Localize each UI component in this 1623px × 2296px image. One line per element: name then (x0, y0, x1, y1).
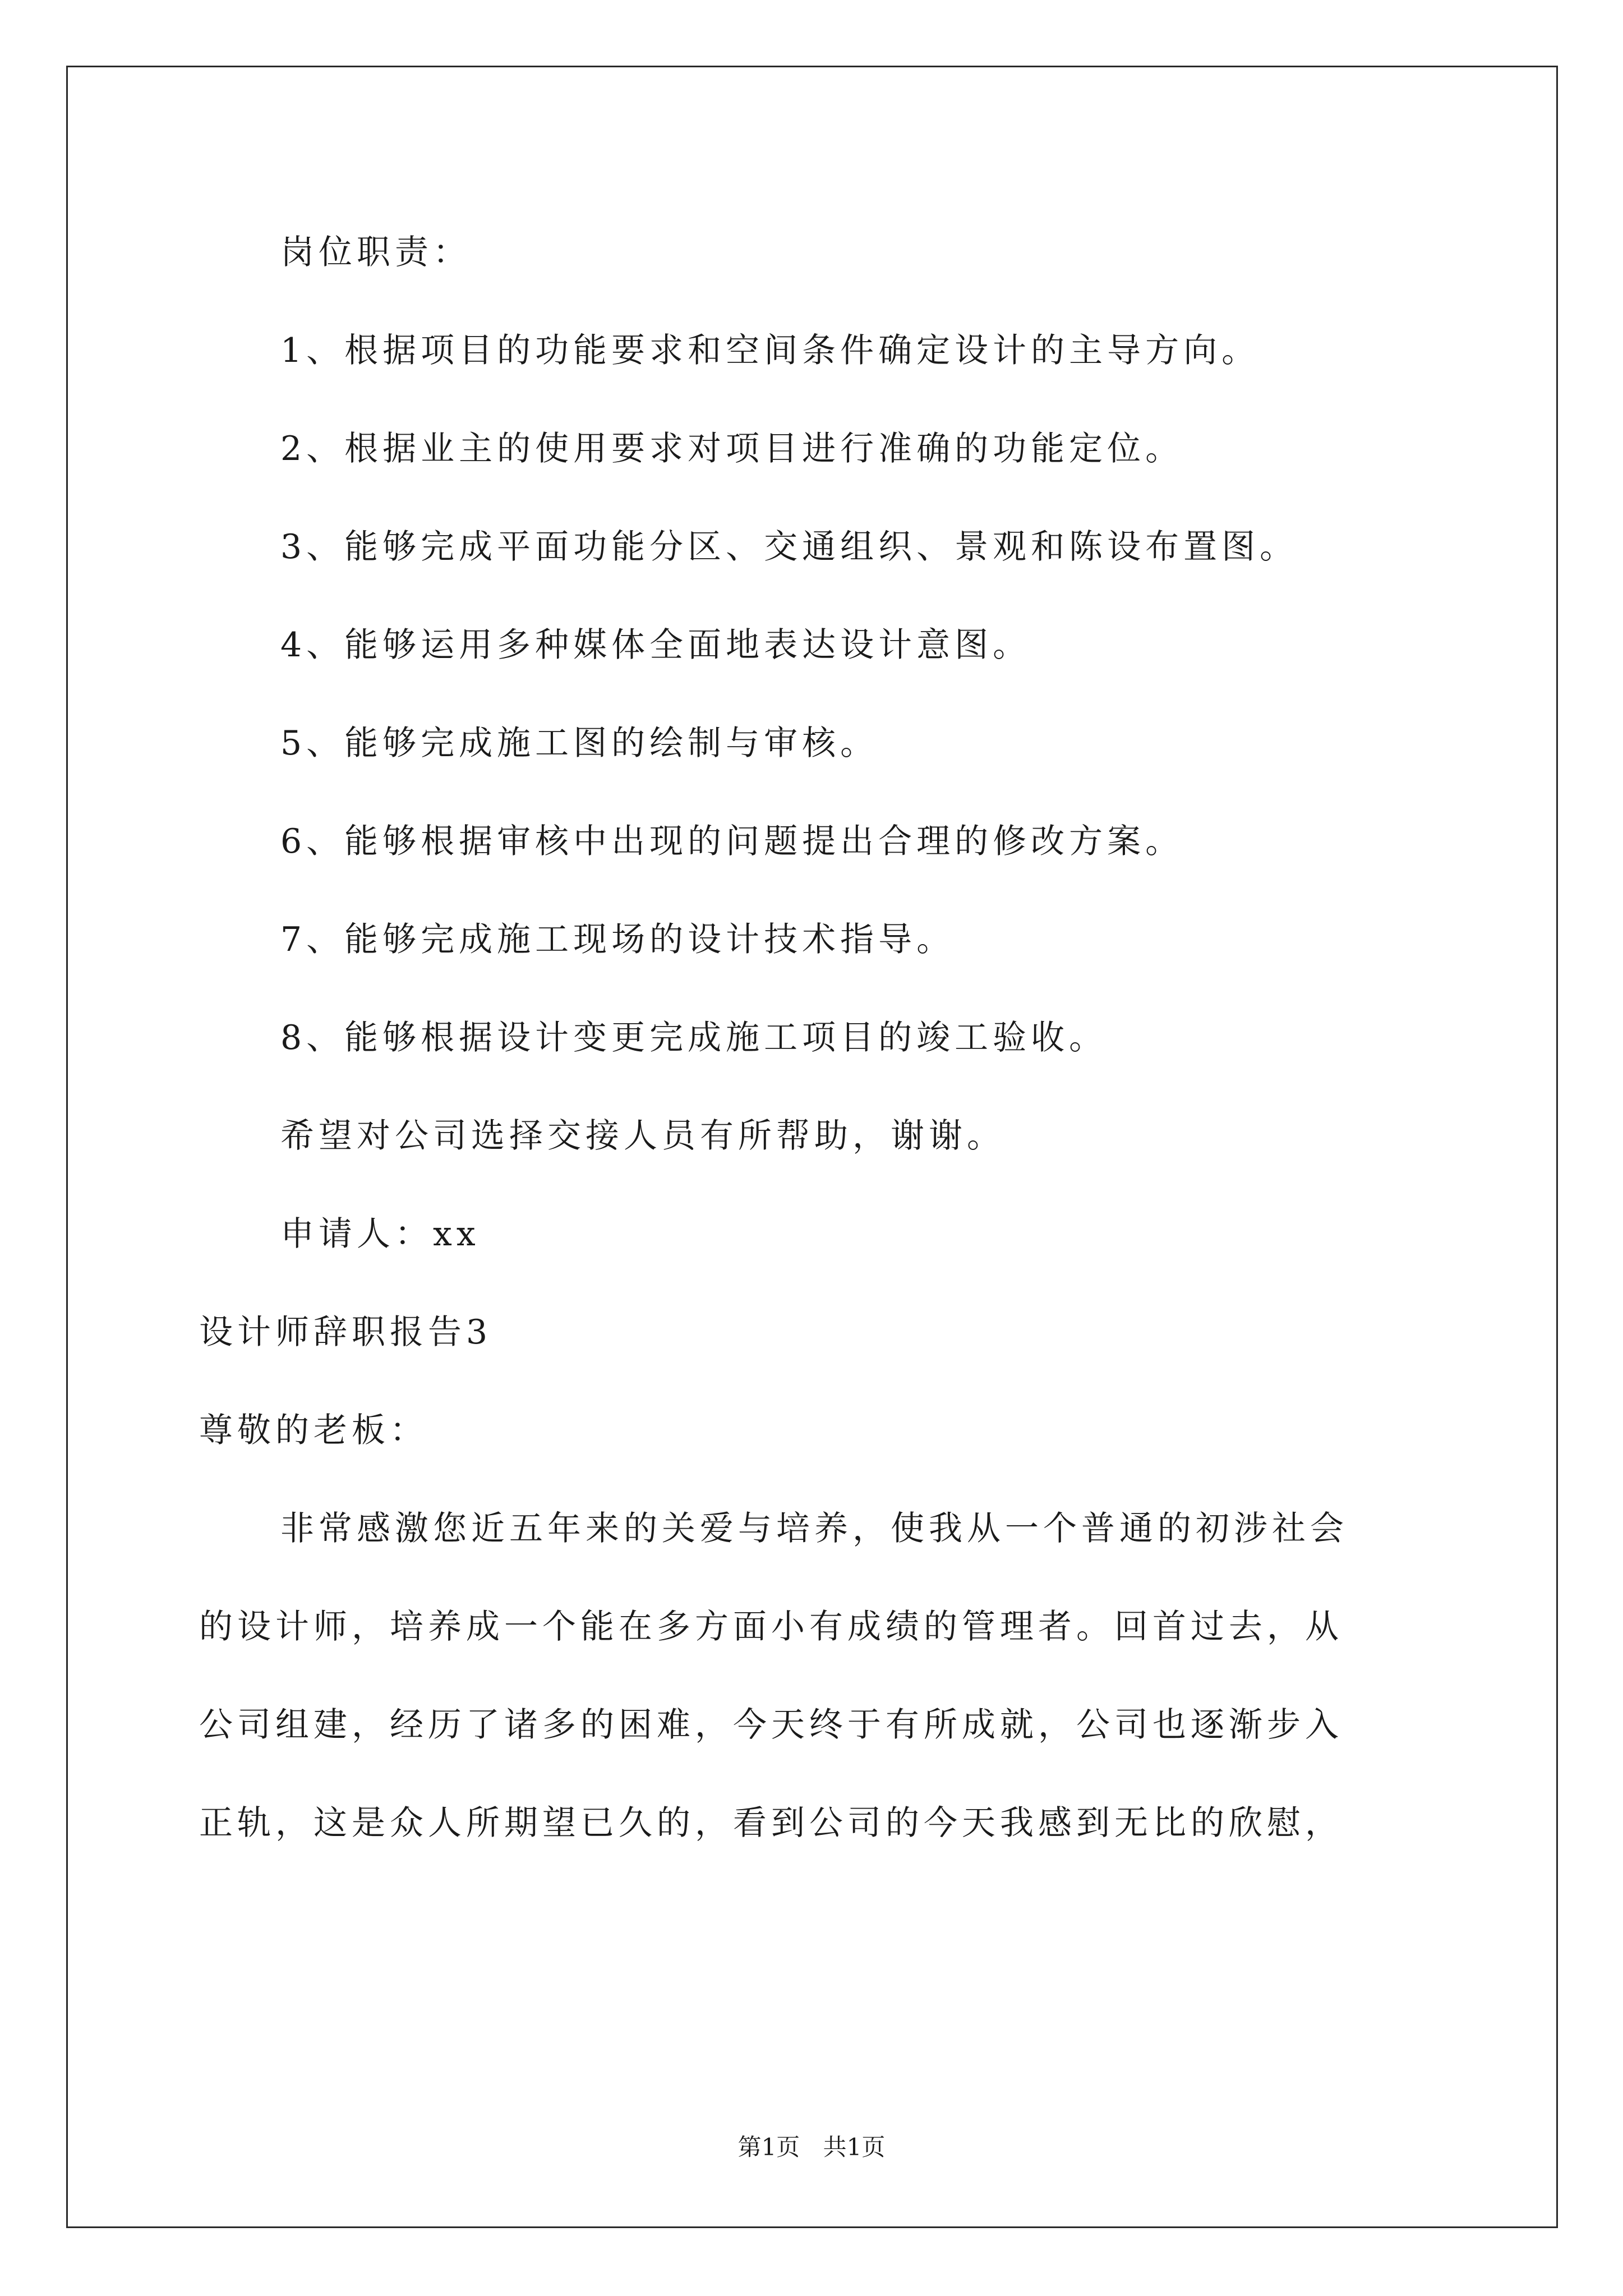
duty-item-8: 8、能够根据设计变更完成施工项目的竣工验收。 (280, 1018, 1108, 1057)
body-paragraph-line-2: 的设计师，培养成一个能在多方面小有成绩的管理者。回首过去，从 (199, 1607, 1343, 1646)
report-title: 设计师辞职报告3 (199, 1313, 492, 1352)
section-heading-duties: 岗位职责： (280, 233, 471, 272)
salutation: 尊敬的老板： (199, 1411, 428, 1450)
duty-item-1: 1、根据项目的功能要求和空间条件确定设计的主导方向。 (280, 331, 1260, 370)
duty-item-6: 6、能够根据审核中出现的问题提出合理的修改方案。 (280, 822, 1184, 861)
closing-remark: 希望对公司选择交接人员有所帮助，谢谢。 (280, 1116, 1005, 1156)
applicant-signature: 申请人：xx (280, 1214, 480, 1254)
body-paragraph-line-4: 正轨，这是众人所期望已久的，看到公司的今天我感到无比的欣慰， (199, 1803, 1343, 1843)
duty-item-2: 2、根据业主的使用要求对项目进行准确的功能定位。 (280, 429, 1184, 468)
duty-item-4: 4、能够运用多种媒体全面地表达设计意图。 (280, 625, 1031, 665)
body-paragraph-line-3: 公司组建，经历了诸多的困难，今天终于有所成就，公司也逐渐步入 (199, 1705, 1343, 1745)
body-paragraph-line-1: 非常感激您近五年来的关爱与培养，使我从一个普通的初涉社会 (280, 1509, 1348, 1548)
duty-item-3: 3、能够完成平面功能分区、交通组织、景观和陈设布置图。 (280, 527, 1298, 567)
page-total: 共1页 (823, 2133, 886, 2161)
duty-item-7: 7、能够完成施工现场的设计技术指导。 (280, 920, 955, 959)
page-number: 第1页 (737, 2133, 800, 2161)
duty-item-5: 5、能够完成施工图的绘制与审核。 (280, 724, 879, 763)
page-footer (0, 2132, 1623, 2163)
